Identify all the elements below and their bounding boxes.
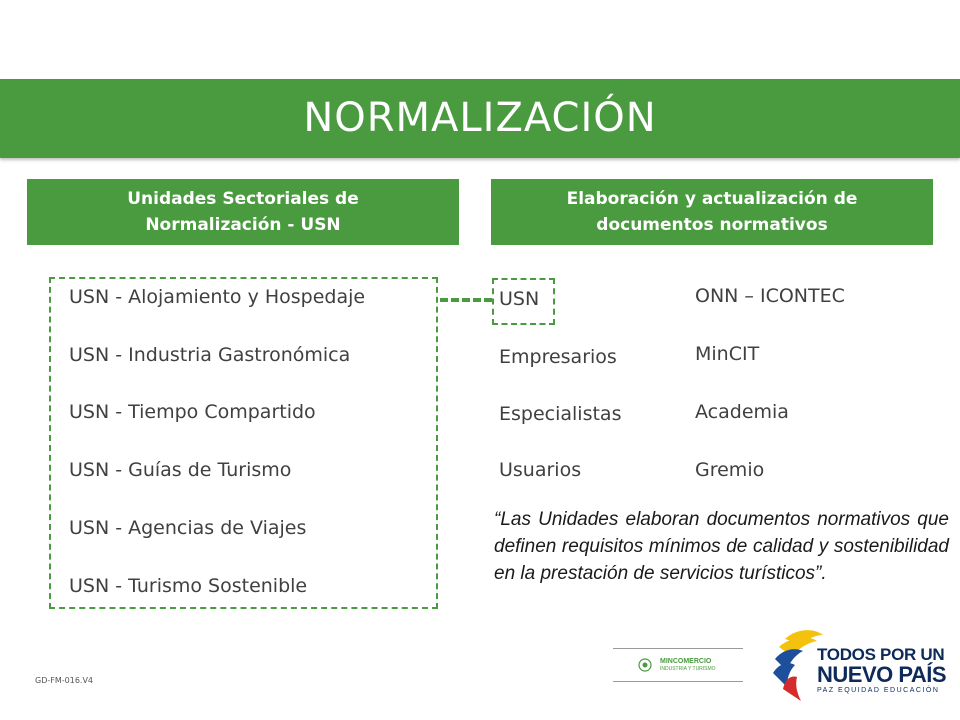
participant-onn-icontec: ONN – ICONTEC	[695, 285, 845, 307]
slogan-logo	[817, 646, 946, 696]
participant-academia: Academia	[695, 401, 789, 423]
usn-item-sostenible: USN - Turismo Sostenible	[69, 575, 308, 597]
member-especialistas: Especialistas	[499, 403, 622, 425]
coat-of-arms-icon	[638, 658, 652, 672]
usn-item-guias: USN - Guías de Turismo	[69, 459, 292, 481]
document-code: GD-FM-016.V4	[35, 676, 94, 685]
quote-text: “Las Unidades elaboran documentos normativos que definen requisitos mínimos de calidad y sostenibilidad en la prestación de servicios turísticos”.	[494, 509, 949, 584]
usn-header-line1: Unidades Sectoriales de	[127, 189, 359, 209]
page-title: NORMALIZACIÓN	[303, 95, 657, 141]
slogan-line3: PAZ EQUIDAD EDUCACIÓN	[817, 687, 940, 694]
participant-gremio: Gremio	[695, 459, 765, 481]
member-usuarios: Usuarios	[499, 459, 582, 481]
usn-item-tiempo-compartido: USN - Tiempo Compartido	[69, 401, 316, 423]
dashed-connector	[440, 298, 492, 302]
member-empresarios: Empresarios	[499, 346, 617, 368]
documents-header-line2: documentos normativos	[596, 215, 828, 235]
documents-header	[491, 179, 933, 245]
member-usn: USN	[499, 288, 540, 310]
usn-header-line2: Normalización - USN	[145, 215, 341, 235]
usn-item-agencias: USN - Agencias de Viajes	[69, 517, 307, 539]
usn-list-frame	[49, 277, 438, 609]
slogan-line1: TODOS POR UN	[817, 645, 945, 664]
participant-mincit: MinCIT	[695, 343, 760, 365]
documents-header-line1: Elaboración y actualización de	[566, 189, 858, 209]
mincomercio-title: MINCOMERCIO	[660, 658, 712, 665]
mincomercio-logo	[613, 648, 743, 682]
slogan-line2: NUEVO PAÍS	[817, 662, 947, 687]
usn-header	[27, 179, 459, 245]
usn-item-gastronomica: USN - Industria Gastronómica	[69, 344, 351, 366]
usn-item-alojamiento: USN - Alojamiento y Hospedaje	[69, 286, 366, 308]
mincomercio-subtitle: INDUSTRIA Y TURISMO	[660, 666, 716, 672]
title-banner	[0, 79, 960, 158]
